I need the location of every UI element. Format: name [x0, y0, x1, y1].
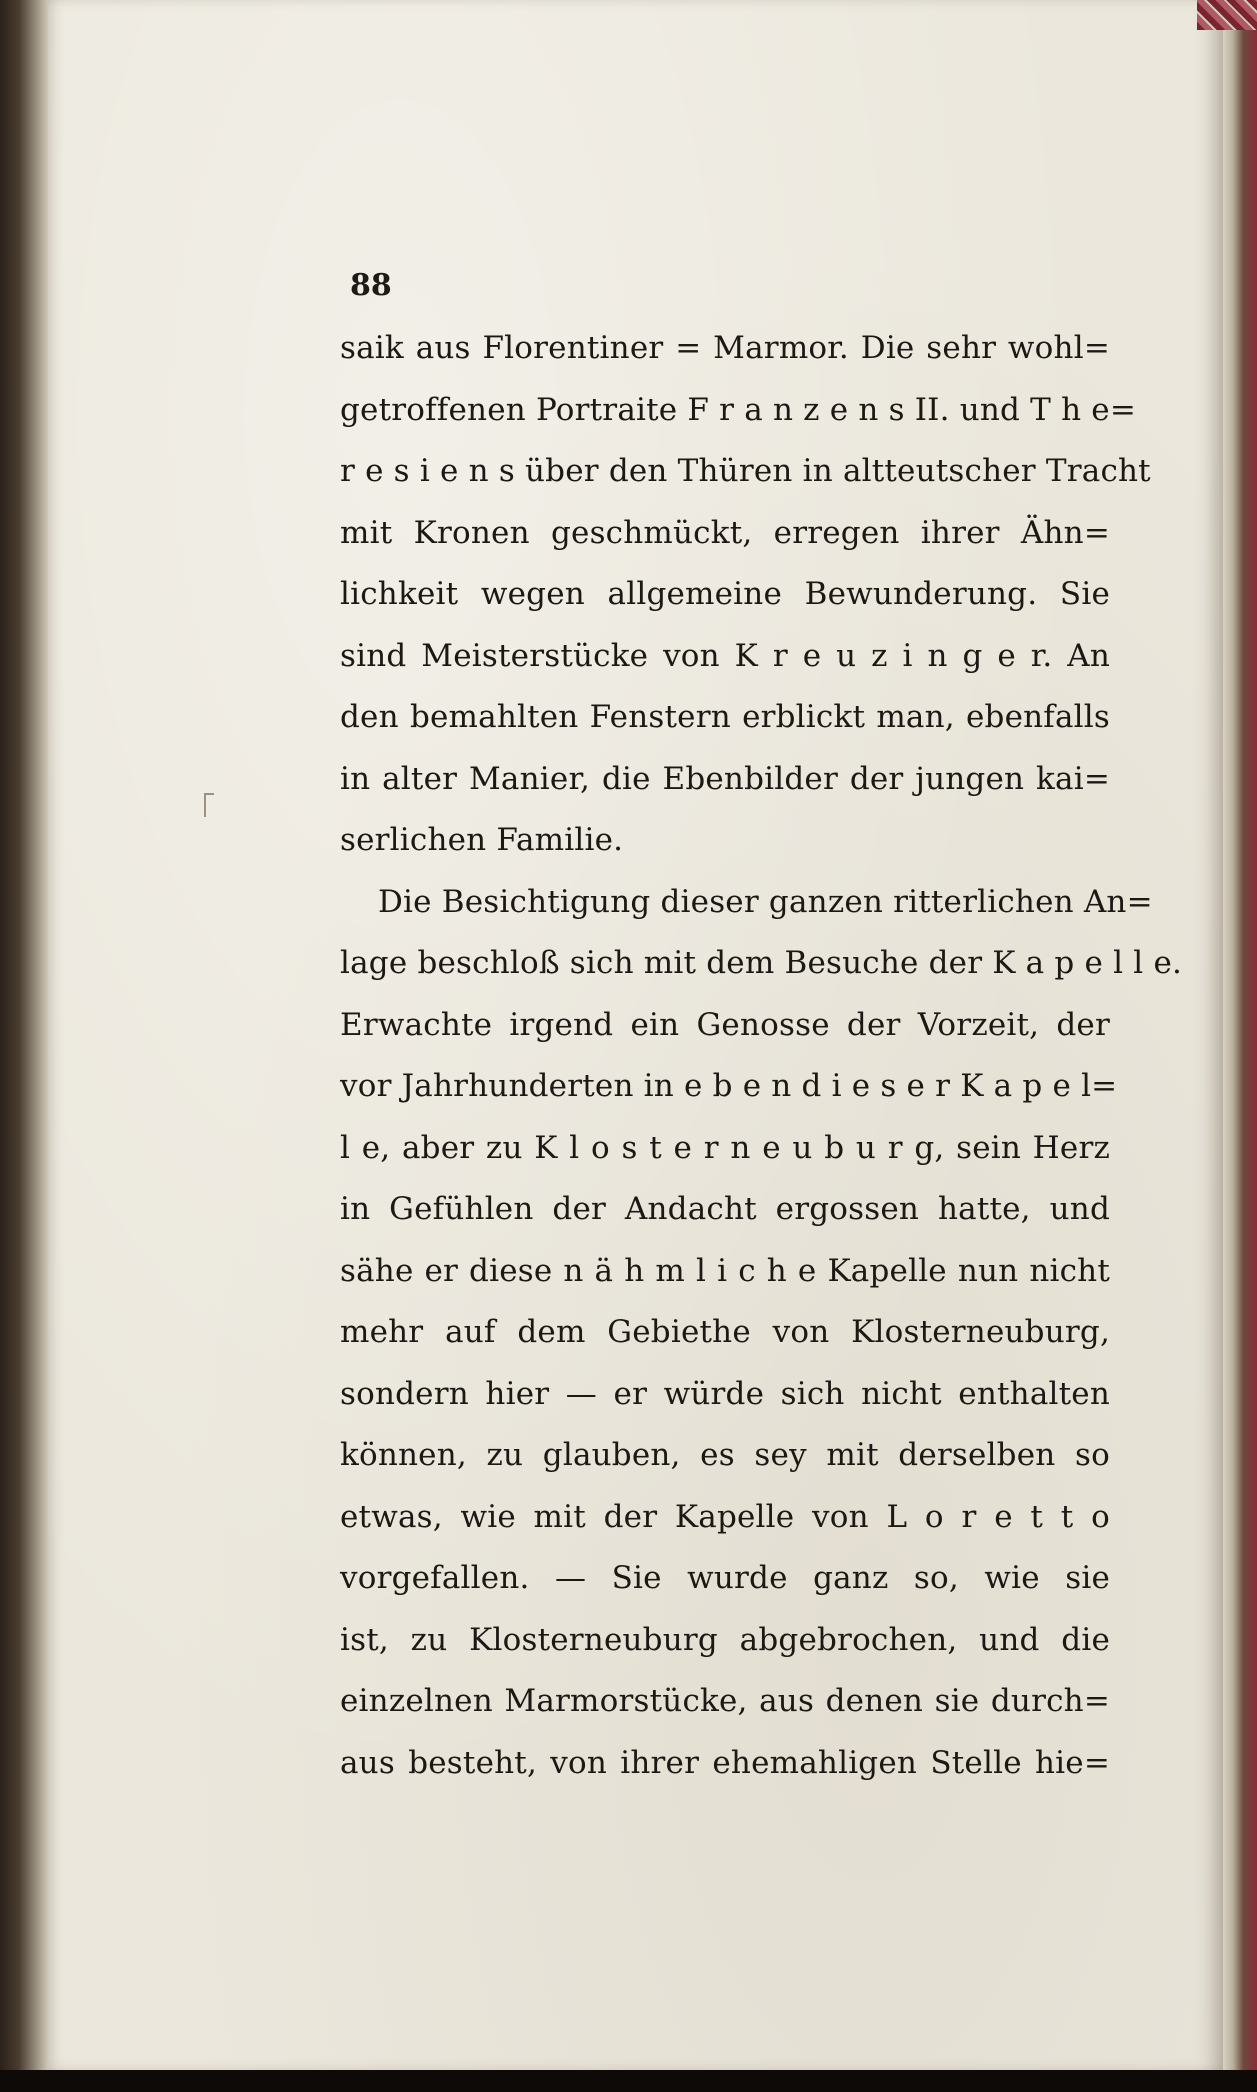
text-line: sähe er diese n ä h m l i c h e Kapelle nun nicht: [340, 1252, 1110, 1289]
body-text: [340, 318, 1183, 1794]
binding-edge: [0, 0, 48, 2092]
text-line: saik aus Florentiner = Marmor. Die sehr wohl=: [340, 330, 1110, 366]
paragraph-2: [340, 872, 1183, 1795]
text-line: lage beschloß sich mit dem Besuche der K a p e l l e.: [340, 945, 1183, 981]
text-line: Erwachte irgend ein Genosse der Vorzeit, der: [340, 1006, 1110, 1043]
text-line: etwas, wie mit der Kapelle von L o r e t t o: [340, 1498, 1110, 1535]
text-line: aus besteht, von ihrer ehemahligen Stelle hie=: [340, 1744, 1110, 1781]
text-line: ist, zu Klosterneuburg abgebrochen, und die: [340, 1621, 1110, 1658]
text-line: lichkeit wegen allgemeine Bewunderung. Sie: [340, 576, 1110, 612]
text-line: l e, aber zu K l o s t e r n e u b u r g, sein Herz: [340, 1129, 1110, 1166]
text-line: getroffenen Portraite F r a n z e n s II. und T h e=: [340, 391, 1137, 428]
text-line: serlichen Familie.: [340, 822, 624, 858]
paragraph-1: [340, 318, 1151, 872]
text-line: mit Kronen geschmückt, erregen ihrer Ähn=: [340, 514, 1110, 551]
text-line: den bemahlten Fenstern erblickt man, ebenfalls: [340, 699, 1110, 735]
scan-border: [0, 2070, 1257, 2092]
text-line: können, zu glauben, es sey mit derselben so: [340, 1437, 1110, 1473]
page-number: 88: [350, 268, 392, 303]
book-cover-edge: [1223, 0, 1257, 2092]
text-line: einzelnen Marmorstücke, aus denen sie durch=: [340, 1683, 1110, 1719]
text-line: Die Besichtigung dieser ganzen ritterlichen An=: [378, 883, 1153, 920]
text-line: in alter Manier, die Ebenbilder der jungen kai=: [340, 760, 1110, 797]
text-line: in Gefühlen der Andacht ergossen hatte, und: [340, 1191, 1110, 1227]
margin-mark: [204, 793, 214, 817]
text-line: vor Jahrhunderten in e b e n d i e s e r K a p e l=: [340, 1068, 1118, 1104]
text-line: sondern hier — er würde sich nicht enthalten: [340, 1375, 1110, 1412]
text-line: mehr auf dem Gebiethe von Klosterneuburg,: [340, 1314, 1110, 1350]
text-line: sind Meisterstücke von K r e u z i n g e r. An: [340, 637, 1110, 674]
text-line: r e s i e n s über den Thüren in altteutscher Tracht: [340, 453, 1151, 489]
text-line: vorgefallen. — Sie wurde ganz so, wie sie: [340, 1560, 1110, 1596]
cover-pattern: [1197, 0, 1257, 30]
